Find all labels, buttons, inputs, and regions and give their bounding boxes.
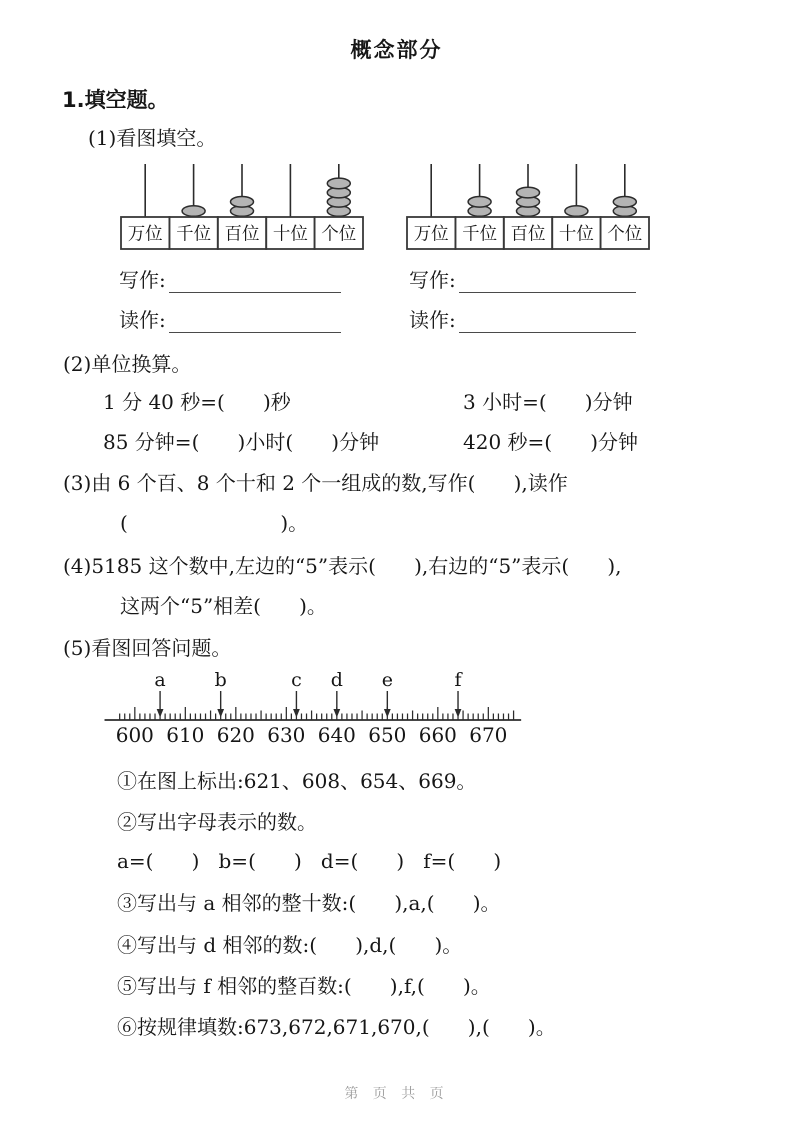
write-as-label: 写作:	[409, 268, 456, 292]
svg-text:d: d	[330, 669, 343, 691]
svg-text:610: 610	[166, 723, 205, 747]
part5-sub6: ⑥按规律填数:673,672,671,670,( ),( )。	[117, 1015, 556, 1039]
part5-sub2-answers-row: a=( ) b=( ) d=( ) f=( )	[117, 849, 502, 873]
svg-text:630: 630	[267, 723, 306, 747]
svg-text:千位: 千位	[176, 224, 212, 245]
part5-sub4: ④写出与 d 相邻的数:( ),d,( )。	[117, 933, 463, 957]
part2-row1-right: 3 小时=( )分钟	[463, 390, 633, 414]
part4-line2: 这两个“5”相差( )。	[120, 594, 327, 618]
svg-text:670: 670	[469, 723, 508, 747]
svg-text:a: a	[154, 669, 166, 691]
abacus-right-figure	[405, 160, 653, 254]
svg-text:640: 640	[317, 723, 356, 747]
svg-text:650: 650	[368, 723, 407, 747]
svg-text:c: c	[291, 669, 302, 691]
read-as-blank	[169, 306, 341, 333]
read-as-blank	[459, 306, 636, 333]
svg-text:e: e	[381, 669, 393, 691]
page-footer: 第 页 共 页	[344, 1086, 449, 1102]
part5-label: (5)看图回答问题。	[63, 636, 232, 660]
svg-text:f: f	[454, 669, 462, 691]
svg-text:b: b	[214, 669, 227, 691]
page-title: 概念部分	[350, 38, 443, 62]
write-as-row-left	[119, 264, 341, 293]
read-as-row-right	[409, 304, 636, 333]
svg-text:十位: 十位	[272, 224, 308, 245]
svg-text:千位: 千位	[462, 224, 498, 245]
part5-sub3: ③写出与 a 相邻的整十数:( ),a,( )。	[117, 891, 501, 915]
svg-text:万位: 万位	[413, 224, 449, 245]
svg-text:百位: 百位	[510, 224, 546, 245]
svg-text:660: 660	[418, 723, 457, 747]
part2-row2-left: 85 分钟=( )小时( )分钟	[103, 430, 380, 454]
svg-text:620: 620	[216, 723, 255, 747]
part5-sub2: ②写出字母表示的数。	[117, 810, 317, 834]
part2-label: (2)单位换算。	[63, 352, 192, 376]
part2-row1-left: 1 分 40 秒=( )秒	[103, 390, 291, 414]
svg-text:十位: 十位	[558, 224, 594, 245]
read-as-row-left	[119, 304, 341, 333]
svg-text:百位: 百位	[224, 224, 260, 245]
part1-label: (1)看图填空。	[88, 126, 217, 150]
write-as-blank	[169, 266, 341, 293]
part5-sub5: ⑤写出与 f 相邻的整百数:( ),f,( )。	[117, 974, 491, 998]
part5-sub1: ①在图上标出:621、608、654、669。	[117, 769, 477, 793]
write-as-blank	[459, 266, 636, 293]
read-as-label: 读作:	[409, 308, 456, 332]
part4-line1: (4)5185 这个数中,左边的“5”表示( ),右边的“5”表示( ),	[63, 554, 622, 578]
part3-line2: ( )。	[120, 511, 309, 535]
svg-text:万位: 万位	[127, 224, 163, 245]
number-line-figure	[100, 662, 536, 750]
part3-line1: (3)由 6 个百、8 个十和 2 个一组成的数,写作( ),读作	[63, 471, 568, 495]
part2-row2-right: 420 秒=( )分钟	[463, 430, 639, 454]
write-as-row-right	[409, 264, 636, 293]
svg-text:个位: 个位	[321, 224, 357, 245]
read-as-label: 读作:	[119, 308, 166, 332]
svg-text:个位: 个位	[607, 224, 643, 245]
svg-text:600: 600	[115, 723, 154, 747]
write-as-label: 写作:	[119, 268, 166, 292]
question-1-heading: 1.填空题。	[62, 88, 169, 112]
abacus-left-figure	[119, 160, 367, 254]
